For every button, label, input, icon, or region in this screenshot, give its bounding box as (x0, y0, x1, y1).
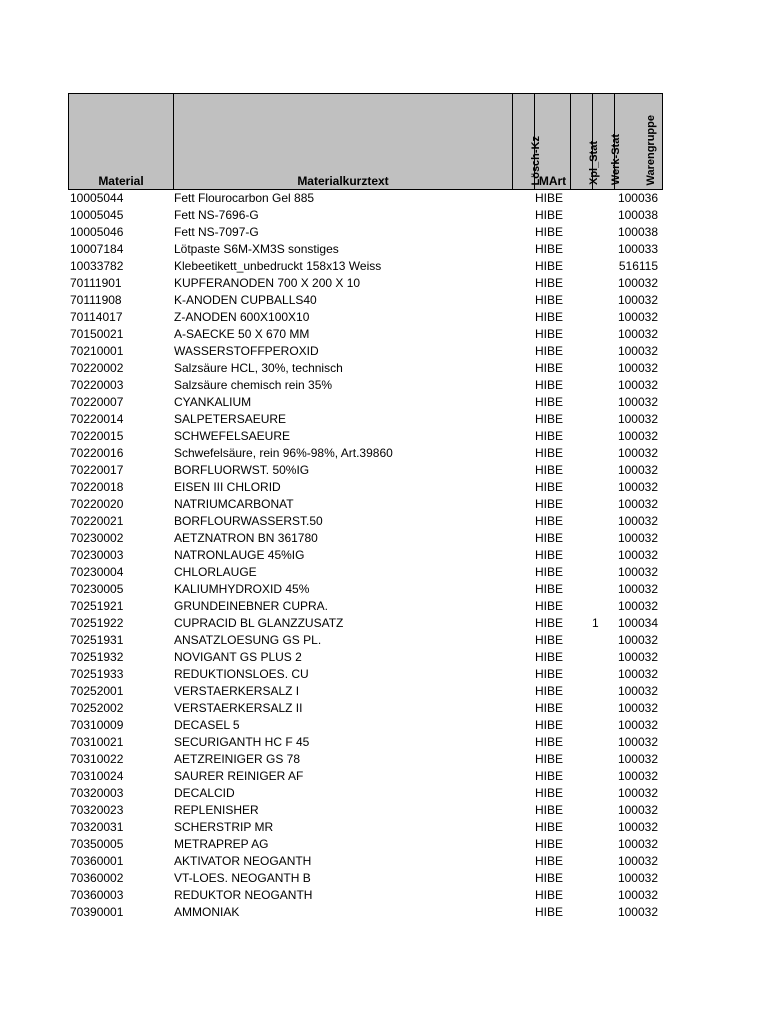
cell-materialkurztext: CUPRACID BL GLANZZUSATZ (174, 616, 344, 630)
cell-warengruppe: 100032 (617, 888, 658, 902)
cell-materialkurztext: EISEN III CHLORID (174, 480, 281, 494)
cell-warengruppe: 100032 (617, 871, 658, 885)
cell-materialkurztext: Fett NS-7097-G (174, 225, 259, 239)
table-row (68, 445, 663, 462)
cell-mart: HIBE (535, 497, 564, 511)
table-row (68, 734, 663, 751)
table-row (68, 241, 663, 258)
cell-mart: HIBE (535, 310, 564, 324)
cell-warengruppe: 100032 (617, 905, 658, 919)
table-row (68, 581, 663, 598)
table-row (68, 224, 663, 241)
cell-mart: HIBE (535, 531, 564, 545)
cell-warengruppe: 100032 (617, 735, 658, 749)
header-xpl-stat: Xpl_Stat (571, 94, 593, 189)
cell-material: 70320003 (70, 786, 124, 800)
table-row (68, 802, 663, 819)
cell-material: 10005045 (70, 208, 124, 222)
cell-materialkurztext: KUPFERANODEN 700 X 200 X 10 (174, 276, 361, 290)
cell-mart: HIBE (535, 395, 564, 409)
cell-materialkurztext: VERSTAERKERSALZ I (174, 684, 300, 698)
cell-mart: HIBE (535, 633, 564, 647)
cell-material: 70310021 (70, 735, 124, 749)
cell-material: 10033782 (70, 259, 124, 273)
cell-warengruppe: 100032 (617, 565, 658, 579)
table-body (68, 190, 663, 921)
cell-mart: HIBE (535, 786, 564, 800)
cell-materialkurztext: BORFLUORWST. 50%IG (174, 463, 310, 477)
cell-warengruppe: 100032 (617, 531, 658, 545)
cell-warengruppe: 100032 (617, 786, 658, 800)
cell-mart: HIBE (535, 888, 564, 902)
cell-materialkurztext: AETZREINIGER GS 78 (174, 752, 301, 766)
cell-material: 70360003 (70, 888, 124, 902)
cell-material: 70251922 (70, 616, 124, 630)
table-row (68, 258, 663, 275)
cell-materialkurztext: BORFLOURWASSERST.50 (174, 514, 323, 528)
cell-mart: HIBE (535, 191, 564, 205)
cell-materialkurztext: Schwefelsäure, rein 96%-98%, Art.39860 (174, 446, 393, 460)
table-row (68, 496, 663, 513)
cell-mart: HIBE (535, 327, 564, 341)
cell-materialkurztext: SAURER REINIGER AF (174, 769, 304, 783)
cell-materialkurztext: Fett NS-7696-G (174, 208, 259, 222)
cell-warengruppe: 100032 (617, 820, 658, 834)
cell-mart: HIBE (535, 225, 564, 239)
cell-mart: HIBE (535, 412, 564, 426)
cell-material: 70220017 (70, 463, 124, 477)
cell-mart: HIBE (535, 718, 564, 732)
cell-mart: HIBE (535, 599, 564, 613)
table-row (68, 870, 663, 887)
header-werk-stat: Werk-Stat (593, 94, 615, 189)
cell-material: 70220021 (70, 514, 124, 528)
cell-material: 70220020 (70, 497, 124, 511)
cell-warengruppe: 100032 (617, 276, 658, 290)
table-row (68, 411, 663, 428)
cell-warengruppe: 100032 (617, 463, 658, 477)
table-row (68, 700, 663, 717)
cell-materialkurztext: Salzsäure HCL, 30%, technisch (174, 361, 343, 375)
cell-material: 70111908 (70, 293, 122, 307)
cell-material: 70150021 (70, 327, 124, 341)
cell-warengruppe: 100032 (617, 361, 658, 375)
cell-materialkurztext: AMMONIAK (174, 905, 240, 919)
cell-material: 10007184 (70, 242, 124, 256)
cell-mart: HIBE (535, 446, 564, 460)
cell-materialkurztext: Z-ANODEN 600X100X10 (174, 310, 310, 324)
header-materialkurztext: Materialkurztext (174, 94, 513, 189)
cell-mart: HIBE (535, 344, 564, 358)
cell-warengruppe: 100036 (617, 191, 658, 205)
cell-material: 70310009 (70, 718, 124, 732)
cell-warengruppe: 100032 (617, 412, 658, 426)
cell-mart: HIBE (535, 361, 564, 375)
table-header (68, 93, 663, 190)
cell-mart: HIBE (535, 276, 564, 290)
cell-warengruppe: 100032 (617, 548, 658, 562)
cell-mart: HIBE (535, 769, 564, 783)
cell-warengruppe: 100034 (617, 616, 658, 630)
table-row (68, 887, 663, 904)
cell-warengruppe: 100032 (617, 803, 658, 817)
table-row (68, 768, 663, 785)
table-row (68, 751, 663, 768)
cell-warengruppe: 100032 (617, 480, 658, 494)
cell-mart: HIBE (535, 565, 564, 579)
cell-materialkurztext: VT-LOES. NEOGANTH B (174, 871, 311, 885)
cell-mart: HIBE (535, 650, 564, 664)
header-mart: MArt (535, 94, 571, 189)
table-row (68, 462, 663, 479)
cell-warengruppe: 100032 (617, 650, 658, 664)
cell-material: 70252001 (70, 684, 124, 698)
cell-materialkurztext: Klebeetikett_unbedruckt 158x13 Weiss (174, 259, 382, 273)
table-row (68, 360, 663, 377)
cell-material: 70230004 (70, 565, 124, 579)
table-row (68, 853, 663, 870)
cell-material: 70251931 (70, 633, 124, 647)
cell-material: 70360001 (70, 854, 124, 868)
cell-warengruppe: 100038 (617, 225, 658, 239)
cell-warengruppe: 100032 (617, 514, 658, 528)
cell-warengruppe: 100032 (617, 854, 658, 868)
cell-material: 70210001 (70, 344, 124, 358)
cell-materialkurztext: CHLORLAUGE (174, 565, 257, 579)
material-table (68, 93, 663, 921)
table-row (68, 479, 663, 496)
cell-material: 70360002 (70, 871, 124, 885)
table-row (68, 377, 663, 394)
cell-material: 70251933 (70, 667, 124, 681)
cell-warengruppe: 100032 (617, 395, 658, 409)
cell-mart: HIBE (535, 803, 564, 817)
cell-material: 70220018 (70, 480, 124, 494)
table-row (68, 513, 663, 530)
cell-materialkurztext: A-SAECKE 50 X 670 MM (174, 327, 310, 341)
cell-mart: HIBE (535, 242, 564, 256)
cell-mart: HIBE (535, 905, 564, 919)
cell-material: 70251921 (70, 599, 124, 613)
cell-mart: HIBE (535, 837, 564, 851)
cell-materialkurztext: Fett Flourocarbon Gel 885 (174, 191, 315, 205)
cell-mart: HIBE (535, 871, 564, 885)
cell-material: 70320023 (70, 803, 124, 817)
table-row (68, 819, 663, 836)
cell-warengruppe: 100032 (617, 378, 658, 392)
cell-warengruppe: 100032 (617, 667, 658, 681)
cell-warengruppe: 100032 (617, 310, 658, 324)
table-row (68, 904, 663, 921)
cell-mart: HIBE (535, 514, 564, 528)
cell-warengruppe: 100033 (617, 242, 658, 256)
cell-warengruppe: 100032 (617, 293, 658, 307)
table-row (68, 836, 663, 853)
table-row (68, 649, 663, 666)
cell-materialkurztext: NATRONLAUGE 45%IG (174, 548, 305, 562)
cell-materialkurztext: K-ANODEN CUPBALLS40 (174, 293, 317, 307)
cell-material: 70111901 (70, 276, 122, 290)
cell-materialkurztext: NOVIGANT GS PLUS 2 (174, 650, 302, 664)
table-row (68, 275, 663, 292)
cell-material: 10005046 (70, 225, 124, 239)
table-row (68, 683, 663, 700)
table-row (68, 309, 663, 326)
cell-warengruppe: 100032 (617, 429, 658, 443)
cell-materialkurztext: NATRIUMCARBONAT (174, 497, 294, 511)
cell-warengruppe: 516115 (618, 259, 658, 273)
cell-material: 70390001 (70, 905, 124, 919)
table-row (68, 632, 663, 649)
cell-warengruppe: 100032 (617, 633, 658, 647)
cell-material: 70310024 (70, 769, 124, 783)
cell-mart: HIBE (535, 429, 564, 443)
cell-warengruppe: 100032 (617, 701, 658, 715)
table-row (68, 564, 663, 581)
cell-materialkurztext: CYANKALIUM (174, 395, 252, 409)
cell-mart: HIBE (535, 854, 564, 868)
cell-warengruppe: 100032 (617, 837, 658, 851)
cell-materialkurztext: Salzsäure chemisch rein 35% (174, 378, 333, 392)
cell-material: 70251932 (70, 650, 124, 664)
cell-material: 70220015 (70, 429, 124, 443)
table-row (68, 326, 663, 343)
cell-warengruppe: 100032 (617, 497, 658, 511)
cell-mart: HIBE (535, 463, 564, 477)
table-row (68, 343, 663, 360)
cell-materialkurztext: SECURIGANTH HC F 45 (174, 735, 310, 749)
cell-material: 70230003 (70, 548, 124, 562)
cell-mart: HIBE (535, 208, 564, 222)
table-row (68, 530, 663, 547)
cell-materialkurztext: REDUKTOR NEOGANTH (174, 888, 313, 902)
table-row (68, 428, 663, 445)
cell-materialkurztext: REDUKTIONSLOES. CU (174, 667, 309, 681)
table-row (68, 394, 663, 411)
cell-warengruppe: 100032 (617, 446, 658, 460)
cell-mart: HIBE (535, 259, 564, 273)
cell-mart: HIBE (535, 701, 564, 715)
cell-material: 10005044 (70, 191, 124, 205)
table-row (68, 666, 663, 683)
table-row (68, 292, 663, 309)
cell-materialkurztext: METRAPREP AG (174, 837, 269, 851)
cell-mart: HIBE (535, 582, 564, 596)
cell-materialkurztext: SALPETERSAEURE (174, 412, 287, 426)
cell-werk-stat: 1 (592, 616, 599, 630)
table-row (68, 190, 663, 207)
cell-material: 70220002 (70, 361, 124, 375)
cell-materialkurztext: Lötpaste S6M-XM3S sonstiges (174, 242, 339, 256)
cell-materialkurztext: DECASEL 5 (174, 718, 240, 732)
cell-materialkurztext: AETZNATRON BN 361780 (174, 531, 318, 545)
cell-material: 70310022 (70, 752, 124, 766)
cell-materialkurztext: VERSTAERKERSALZ II (174, 701, 303, 715)
cell-warengruppe: 100032 (617, 718, 658, 732)
cell-mart: HIBE (535, 752, 564, 766)
cell-warengruppe: 100032 (617, 752, 658, 766)
table-row (68, 717, 663, 734)
cell-material: 70230002 (70, 531, 124, 545)
cell-mart: HIBE (535, 548, 564, 562)
table-row (68, 785, 663, 802)
cell-materialkurztext: AKTIVATOR NEOGANTH (174, 854, 312, 868)
cell-material: 70114017 (70, 310, 123, 324)
cell-materialkurztext: SCHERSTRIP MR (174, 820, 274, 834)
table-row (68, 615, 663, 632)
cell-mart: HIBE (535, 735, 564, 749)
cell-material: 70230005 (70, 582, 124, 596)
cell-mart: HIBE (535, 293, 564, 307)
cell-materialkurztext: GRUNDEINEBNER CUPRA. (174, 599, 329, 613)
header-material: Material (69, 94, 174, 189)
cell-material: 70220003 (70, 378, 124, 392)
cell-mart: HIBE (535, 820, 564, 834)
header-warengruppe: Warengruppe (644, 114, 657, 185)
cell-mart: HIBE (535, 616, 564, 630)
header-loesch-kz: Lösch-Kz (513, 94, 535, 189)
cell-material: 70220014 (70, 412, 124, 426)
cell-materialkurztext: WASSERSTOFFPEROXID (174, 344, 319, 358)
cell-mart: HIBE (535, 684, 564, 698)
table-row (68, 207, 663, 224)
cell-material: 70220016 (70, 446, 124, 460)
cell-mart: HIBE (535, 667, 564, 681)
cell-warengruppe: 100032 (617, 684, 658, 698)
cell-materialkurztext: DECALCID (174, 786, 235, 800)
cell-mart: HIBE (535, 480, 564, 494)
cell-warengruppe: 100032 (617, 599, 658, 613)
cell-materialkurztext: REPLENISHER (174, 803, 259, 817)
cell-materialkurztext: ANSATZLOESUNG GS PL. (174, 633, 322, 647)
cell-warengruppe: 100032 (617, 582, 658, 596)
cell-materialkurztext: KALIUMHYDROXID 45% (174, 582, 310, 596)
cell-material: 70320031 (70, 820, 124, 834)
table-row (68, 547, 663, 564)
table-row (68, 598, 663, 615)
cell-warengruppe: 100038 (617, 208, 658, 222)
cell-warengruppe: 100032 (617, 769, 658, 783)
cell-material: 70220007 (70, 395, 124, 409)
cell-mart: HIBE (535, 378, 564, 392)
cell-materialkurztext: SCHWEFELSAEURE (174, 429, 291, 443)
cell-warengruppe: 100032 (617, 344, 658, 358)
cell-warengruppe: 100032 (617, 327, 658, 341)
cell-material: 70350005 (70, 837, 124, 851)
cell-material: 70252002 (70, 701, 124, 715)
